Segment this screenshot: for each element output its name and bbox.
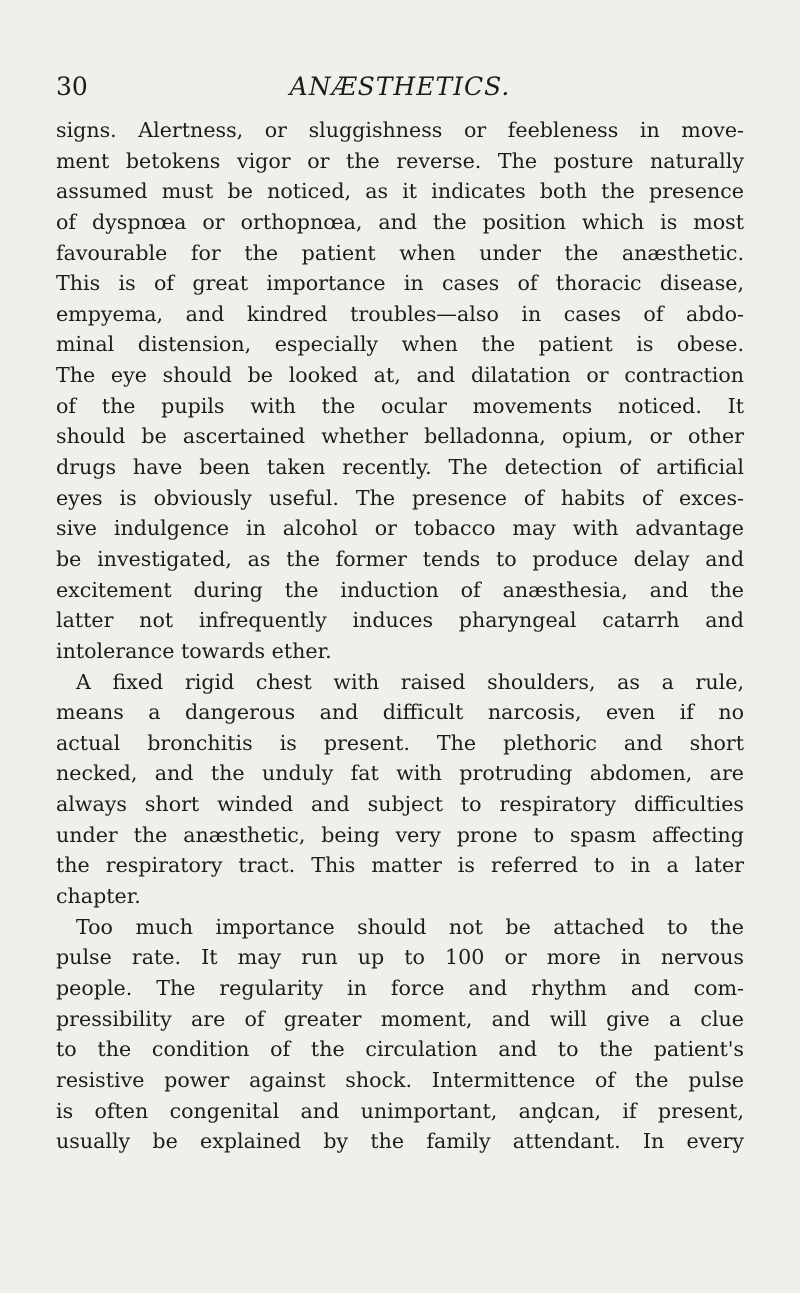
text-line: eyes is obviously useful. The presence of habits of exces-	[56, 485, 744, 510]
text-line: sive indulgence in alcohol or tobacco may with advantage	[56, 516, 744, 541]
text-line: The eye should be looked at, and dilatation or contraction	[56, 363, 744, 388]
text-line: chapter.	[56, 884, 141, 909]
text-line: of dyspnœa or orthopnœa, and the position which is most	[56, 209, 744, 234]
text-line: assumed must be noticed, as it indicates both the presence	[56, 179, 744, 204]
text-line: under the anæsthetic, being very prone to spasm affecting	[56, 822, 744, 847]
text-line: should be ascertained whether belladonna, opium, or other	[56, 424, 744, 449]
text-line: means a dangerous and difficult narcosis, even if no	[56, 700, 744, 725]
text-line: latter not infrequently induces pharyngeal catarrh and	[56, 608, 744, 633]
text-line: resistive power against shock. Intermittence of the pulse	[56, 1067, 744, 1092]
body-text	[56, 115, 744, 1157]
text-line: to the condition of the circulation and to the patient's	[56, 1037, 744, 1062]
text-line: pressibility are of greater moment, and will give a clue	[56, 1006, 744, 1031]
text-line: empyema, and kindred troubles—also in cases of abdo-	[56, 301, 744, 326]
text-line: be investigated, as the former tends to produce delay and	[56, 546, 744, 571]
running-title: ANÆSTHETICS.	[289, 72, 511, 101]
text-line: excitement during the induction of anæsthesia, and the	[56, 577, 744, 602]
text-line: ment betokens vigor or the reverse. The posture naturally	[56, 148, 744, 173]
text-line: always short winded and subject to respiratory difficulties	[56, 792, 744, 817]
text-line: of the pupils with the ocular movements noticed. It	[56, 393, 744, 418]
text-line: is often congenital and unimportant, and̬can, if present,	[56, 1098, 744, 1123]
text-line: favourable for the patient when under the anæsthetic.	[56, 240, 744, 265]
text-line: pulse rate. It may run up to 100 or more in nervous	[56, 945, 744, 970]
text-line: Too much importance should not be attached to the	[76, 914, 744, 939]
page-header	[56, 70, 744, 104]
text-line: necked, and the unduly fat with protruding abdomen, are	[56, 761, 744, 786]
text-line: signs. Alertness, or sluggishness or feebleness in move-	[56, 118, 744, 142]
text-line: the respiratory tract. This matter is referred to in a later	[56, 853, 744, 878]
text-line: drugs have been taken recently. The detection of artificial	[56, 455, 744, 480]
text-line: A fixed rigid chest with raised shoulders, as a rule,	[76, 669, 744, 694]
text-line: This is of great importance in cases of thoracic disease,	[56, 271, 744, 296]
text-line: actual bronchitis is present. The plethoric and short	[56, 730, 744, 755]
text-line: intolerance towards ether.	[56, 638, 332, 663]
text-line: minal distension, especially when the patient is obese.	[56, 332, 744, 357]
text-line: people. The regularity in force and rhythm and com-	[56, 975, 744, 1000]
text-line: usually be explained by the family attendant. In every	[56, 1129, 744, 1154]
page-number: 30	[56, 72, 88, 101]
